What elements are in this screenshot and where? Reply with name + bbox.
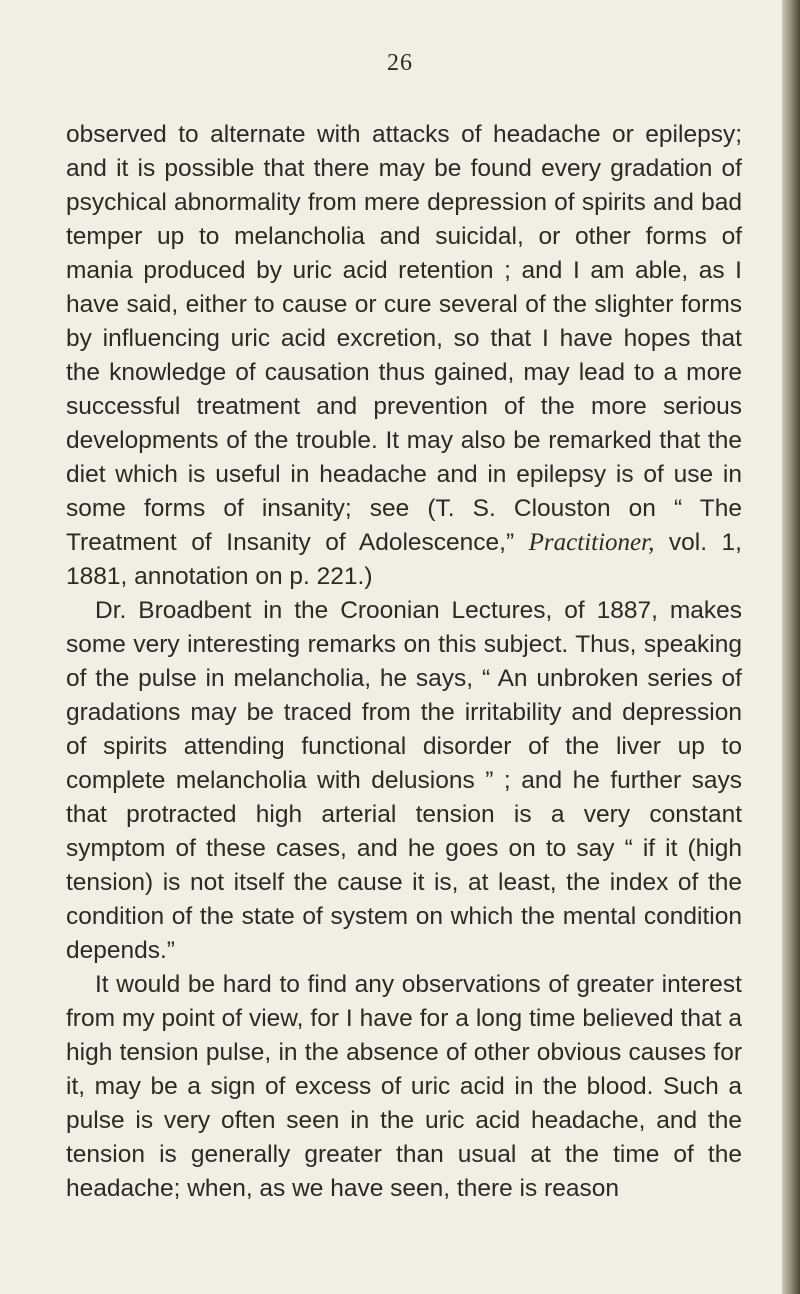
page-edge-shadow (782, 0, 800, 1294)
paragraph-1-text: observed to alternate with attacks of headache or epilepsy; and it is possible that there may be found every gradation of psychical abnormality from mere depression of spirits and bad temper up to melancholia and suicidal, or other forms of mania produced by uric acid retention ; and I am able, as I have said, either to cause or cure several of the slighter forms by influencing uric acid excretion, so that I have hopes that the knowledge of causation thus gained, may lead to a more successful treatment and prevention of the more serious developments of the trouble. It may also be remarked that the diet which is useful in headache and in epilepsy is of use in some forms of insanity; see (T. S. Clouston on “ The Treatment of Insanity of Adolescence,” (66, 121, 742, 556)
paragraph-1-citation: vol. 1, 1881, annotation on p. 221.) (66, 529, 742, 590)
paragraph-1 (66, 118, 742, 594)
journal-title: Practitioner, (528, 529, 655, 556)
paragraph-2: Dr. Broadbent in the Croonian Lectures, of 1887, makes some very interesting remarks on this subject. Thus, speaking of the pulse in melancholia, he says, “ An unbroken series of gradations may be traced from the irritability and depression of spirits attending functional disorder of the liver up to complete melancholia with delusions ” ; and he further says that protracted high arterial tension is a very constant symptom of these cases, and he goes on to say “ if it (high tension) is not itself the cause it is, at least, the index of the condition of the state of system on which the mental condition depends.” (66, 597, 742, 964)
body-text (66, 118, 742, 1206)
page-number: 26 (387, 50, 413, 76)
paragraph-3: It would be hard to find any observations of greater interest from my point of view, for I have for a long time believed that a high tension pulse, in the absence of other obvious causes for it, may be a sign of excess of uric acid in the blood. Such a pulse is very often seen in the uric acid headache, and the tension is generally greater than usual at the time of the headache; when, as we have seen, there is reason (66, 971, 742, 1202)
